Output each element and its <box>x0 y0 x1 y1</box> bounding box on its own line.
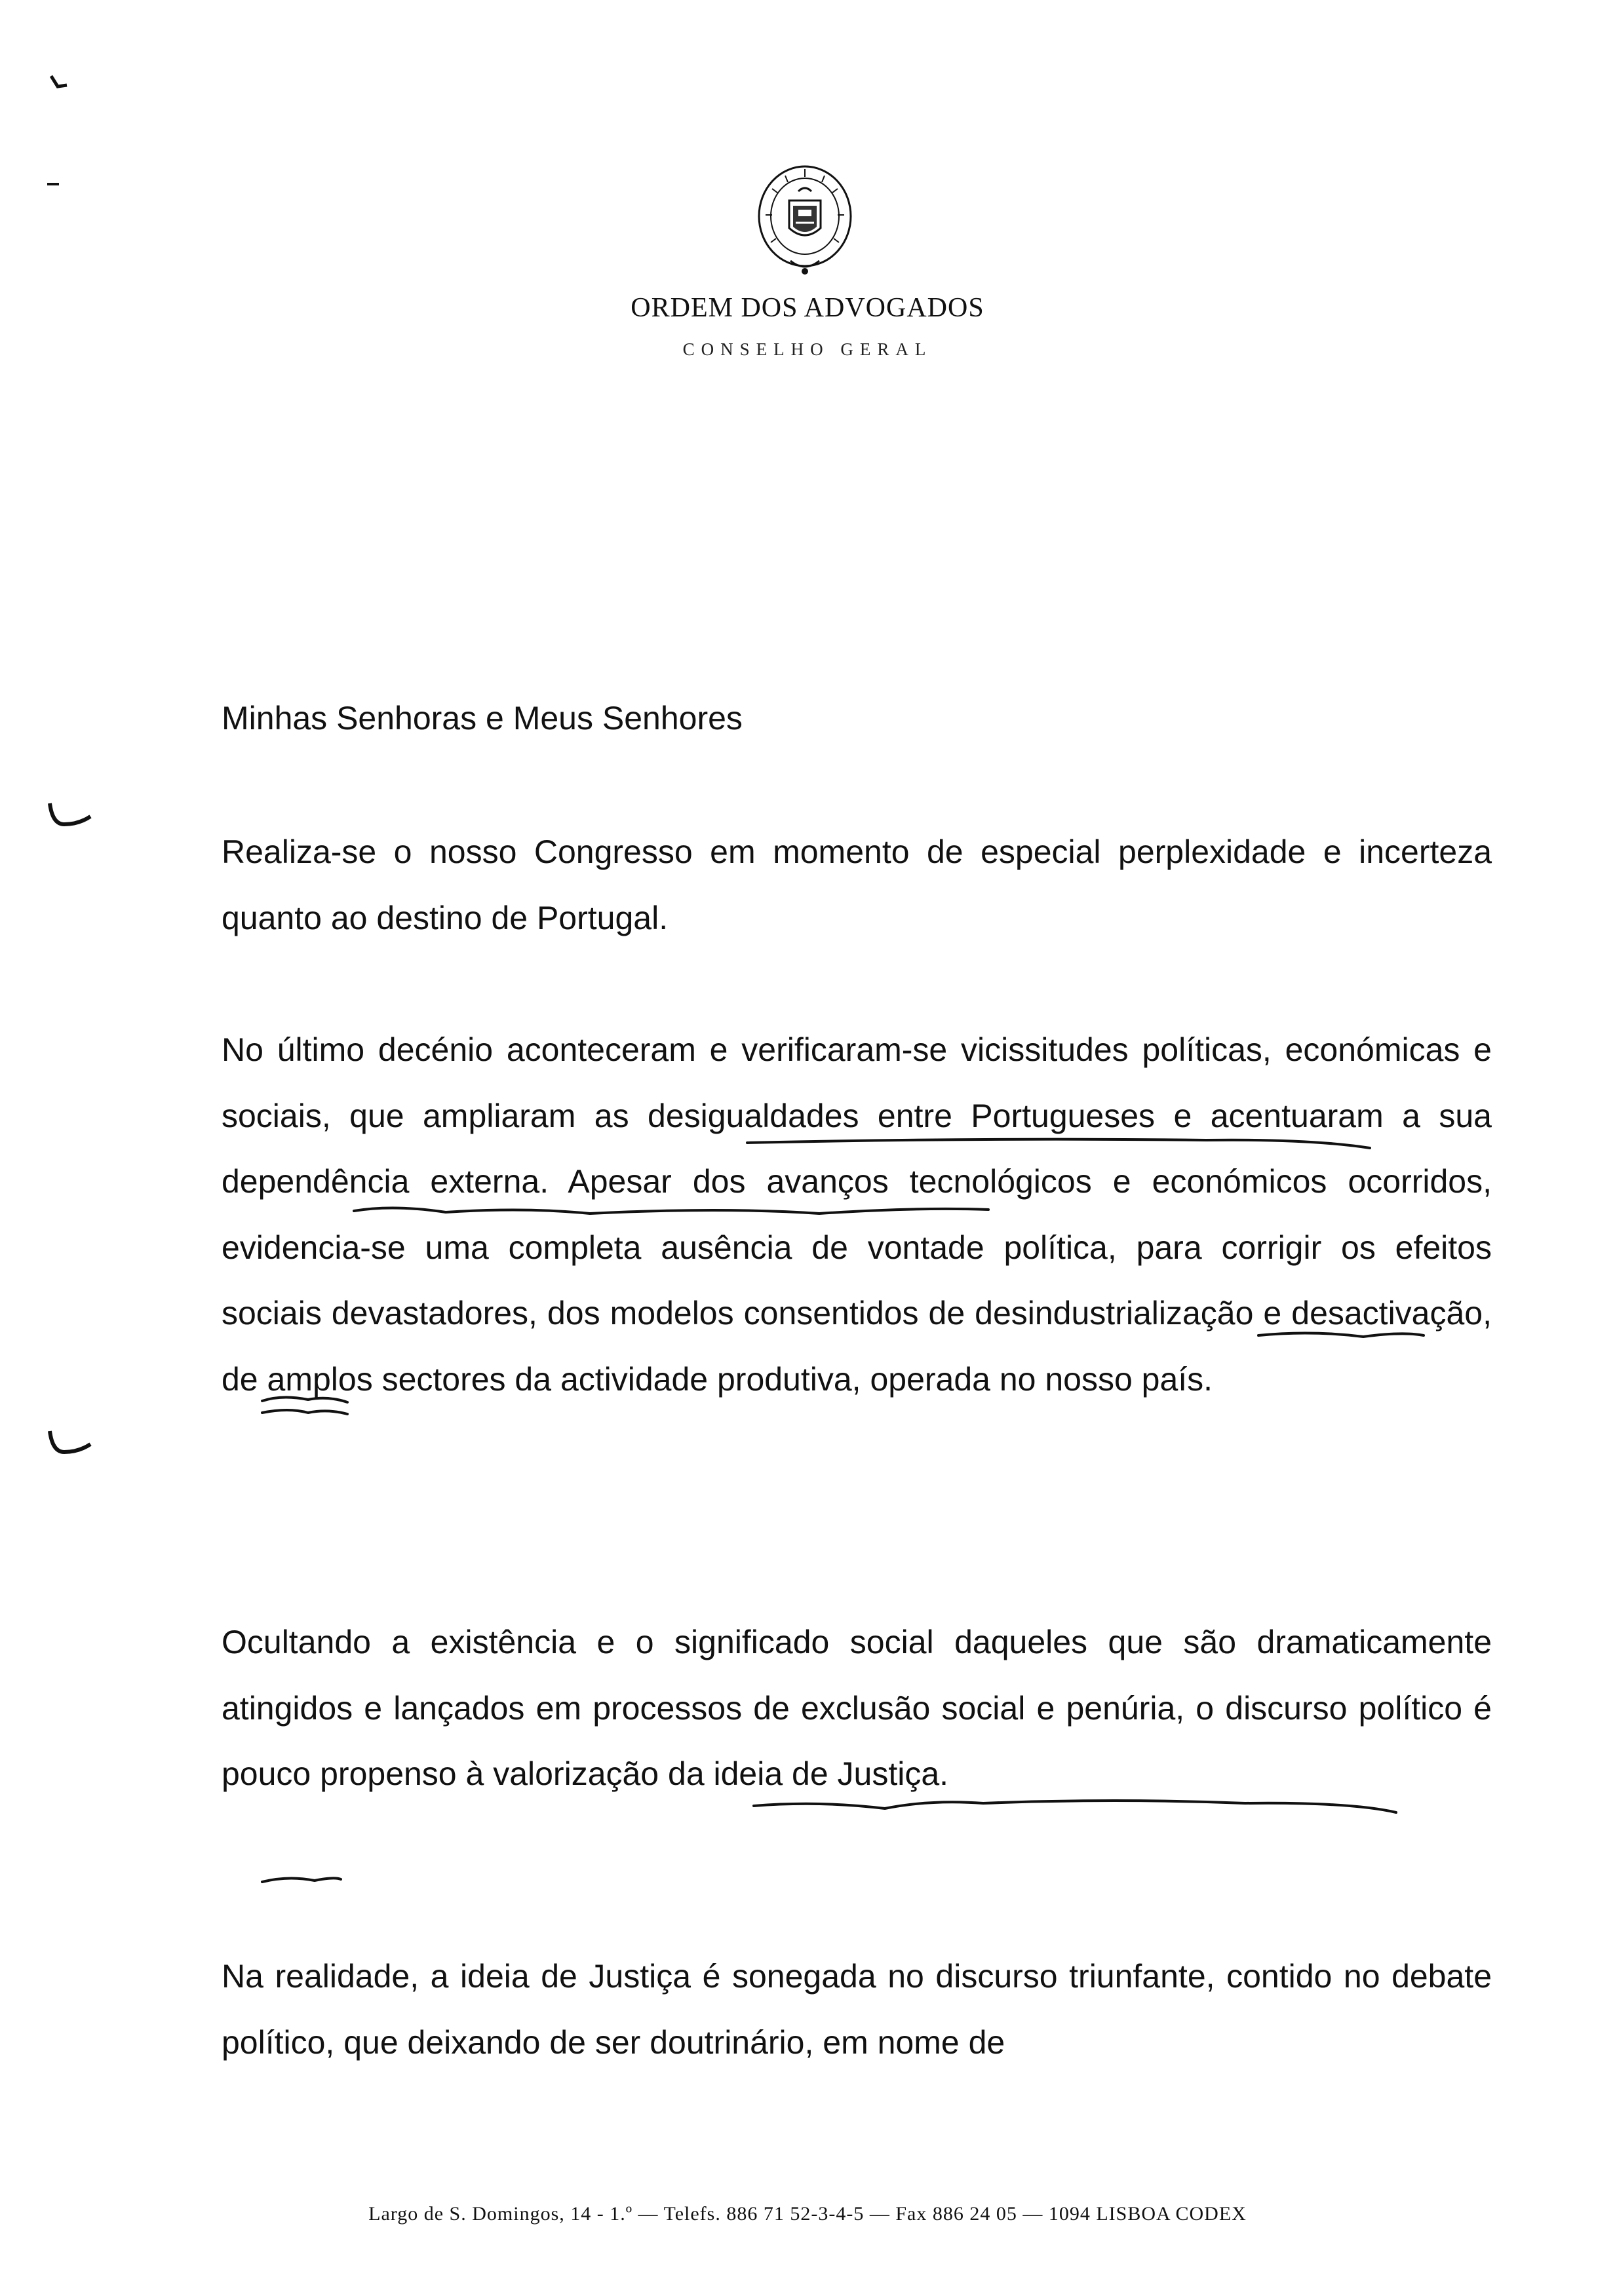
organization-name: ORDEM DOS ADVOGADOS <box>631 293 984 323</box>
margin-tick-2 <box>46 1428 98 1461</box>
margin-tick-1 <box>46 801 98 833</box>
paragraph-3: Ocultando a existência e o significado social daqueles que são dramaticamente atingidos e lançados em processos de exclusão social e penúria, o discurso político é pouco propenso à valorização da ideia de Justiça. <box>222 1624 1492 1792</box>
paragraph-2: No último decénio aconteceram e verificaram-se vicissitudes políticas, económicas e sociais, que ampliaram as desigualdades entre Portugueses e acentuaram a sua dependência externa. Apesar dos avanços tecnológicos e económicos ocorridos, evidencia-se uma completa ausência de vontade política, para corrigir os efeitos sociais devastadores, dos modelos consentidos de desindustrialização e desactivação, de amplos sectores da actividade produtiva, operada no nosso país. <box>222 1031 1492 1398</box>
footer-address: Largo de S. Domingos, 14 - 1.º — Telefs. 886 71 52-3-4-5 — Fax 886 24 05 — 1094 LISBOA CODEX <box>368 2203 1247 2225</box>
organization-subtitle: CONSELHO GERAL <box>682 339 933 359</box>
margin-dash <box>46 181 66 187</box>
seal-emblem-icon <box>752 163 857 287</box>
paragraph-1: Realiza-se o nosso Congresso em momento de especial perplexidade e incerteza quanto ao destino de Portugal. <box>222 833 1492 936</box>
paragraph-4: Na realidade, a ideia de Justiça é sonegada no discurso triunfante, contido no debate político, que deixando de ser doutrinário, em nome de <box>222 1958 1492 2061</box>
margin-mark-top <box>47 72 73 92</box>
salutation: Minhas Senhoras e Meus Senhores <box>222 700 743 737</box>
